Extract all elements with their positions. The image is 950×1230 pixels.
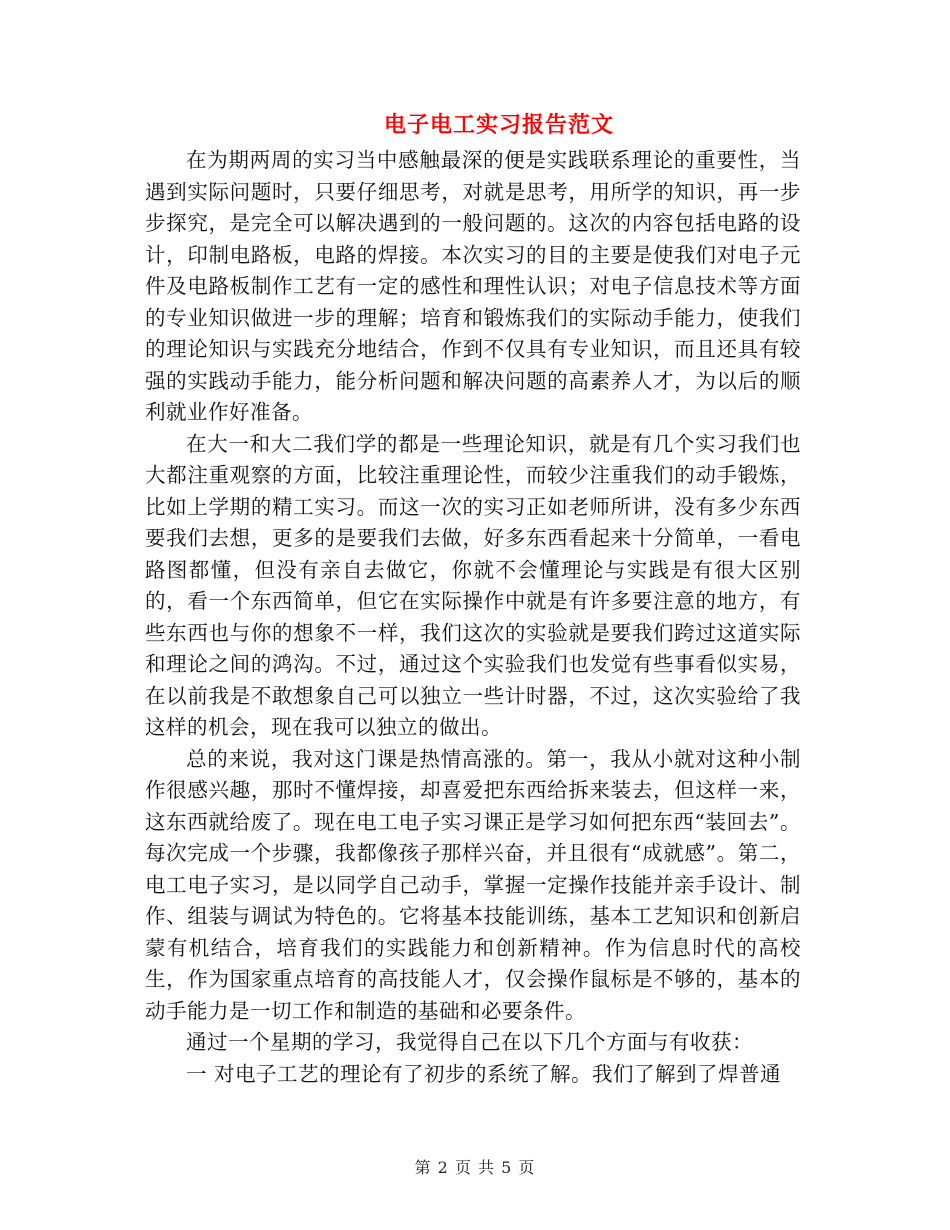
paragraph-2: 在大一和大二我们学的都是一些理论知识，就是有几个实习我们也大都注重观察的方面，比较注重理论性，而较少注重我们的动手锻炼，比如上学期的精工实习。而这一次的实习正如老师所讲，没有多少东西要我们去想，更多的是要我们去做，好多东西看起来十分简单，一看电路图都懂，但没有亲自去做它，你就不会懂理论与实践是有很大区别的，看一个东西简单，但它在实际操作中就是有许多要注意的地方，有些东西也与你的想象不一样，我们这次的实验就是要我们跨过这道实际和理论之间的鸿沟。不过，通过这个实验我们也发觉有些事看似实易，在以前我是不敢想象自己可以独立一些计时器，不过，这次实验给了我这样的机会，现在我可以独立的做出。: [145, 431, 801, 739]
document-title: 电子电工实习报告范文: [383, 112, 614, 138]
page-footer: 第 2 页 共 5 页: [414, 1158, 536, 1177]
paragraph-4: 通过一个星期的学习，我觉得自己在以下几个方面与有收获：: [186, 1030, 753, 1054]
paragraph-5: 一 对电子工艺的理论有了初步的系统了解。我们了解到了焊普通: [186, 1061, 782, 1086]
document-body: [145, 145, 801, 1090]
paragraph-1: 在为期两周的实习当中感触最深的便是实践联系理论的重要性，当遇到实际问题时，只要仔细思考，对就是思考，用所学的知识，再一步步探究，是完全可以解决遇到的一般问题的。这次的内容包括电路的设计，印制电路板，电路的焊接。本次实习的目的主要是使我们对电子元件及电路板制作工艺有一定的感性和理性认识；对电子信息技术等方面的专业知识做进一步的理解；培育和锻炼我们的实际动手能力，使我们的理论知识与实践充分地结合，作到不仅具有专业知识，而且还具有较强的实践动手能力，能分析问题和解决问题的高素养人才，为以后的顺利就业作好准备。: [145, 148, 801, 424]
paragraph-3: 总的来说，我对这门课是热情高涨的。第一，我从小就对这种小制作很感兴趣，那时不懂焊接，却喜爱把东西给拆来装去，但这样一来，这东西就给废了。现在电工电子实习课正是学习如何把东西“装回去”。每次完成一个步骤，我都像孩子那样兴奋，并且很有“成就感”。第二，电工电子实习，是以同学自己动手，掌握一定操作技能并亲手设计、制作、组装与调试为特色的。它将基本技能训练，基本工艺知识和创新启蒙有机结合，培育我们的实践能力和创新精神。作为信息时代的高校生，作为国家重点培育的高技能人才，仅会操作鼠标是不够的，基本的动手能力是一切工作和制造的基础和必要条件。: [145, 746, 801, 1023]
